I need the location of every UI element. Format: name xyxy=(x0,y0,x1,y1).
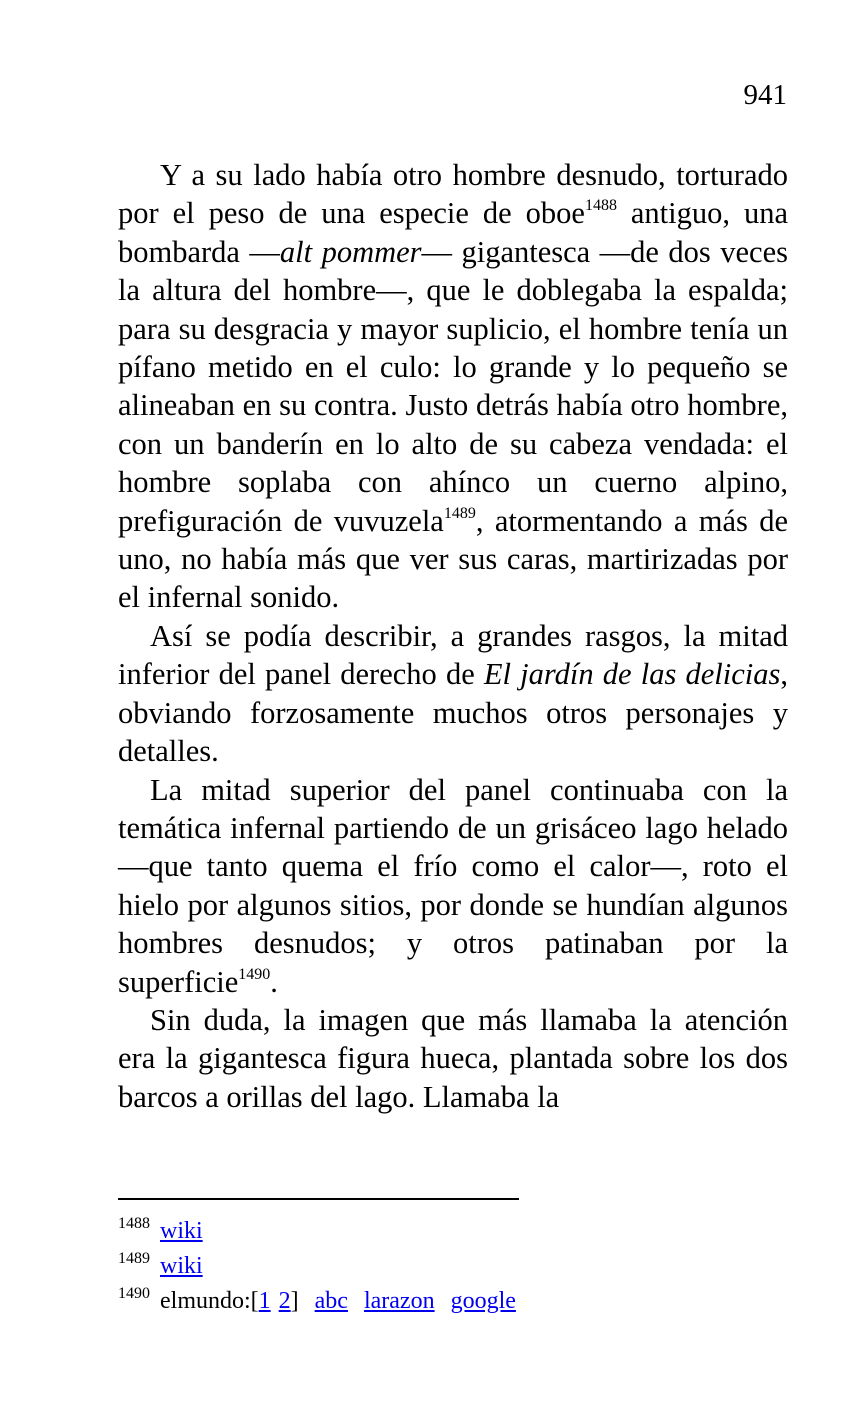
page-number: 941 xyxy=(743,79,787,111)
paragraph-text: Así se podía describir, a grandes rasgos, la mitad inferior del panel derecho de xyxy=(118,618,788,692)
footnote-ref-1488: 1488 xyxy=(584,197,617,215)
paragraph-text: La mitad superior del panel continuaba con la temática infernal partiendo de un grisáceo lago helado —que tanto quema el frío como el calor—, roto el hielo por algunos sitios, por donde se hundían algunos hombres desnudos; y otros patinaban por la superficie xyxy=(118,772,788,999)
footnote-source-label: elmundo:[ xyxy=(160,1288,259,1314)
paragraph-2 xyxy=(118,617,788,771)
footnote-ref-1489: 1489 xyxy=(443,504,476,522)
paragraph-text: — gigantesca —de dos veces la altura del hombre—, que le doblegaba la espalda; para su desgracia y mayor suplicio, el hombre tenía un pífano metido en el culo: lo grande y lo pequeño se alineaban en su contra. Justo detrás había otro hombre, con un banderín en lo alto de su cabeza vendada: el hombre soplaba con ahínco un cuerno alpino, prefiguración de vuvuzela xyxy=(118,234,788,538)
footnote-link-elmundo-2[interactable]: 2 xyxy=(278,1288,291,1314)
paragraph-3 xyxy=(118,771,788,1001)
footnote-link-larazon[interactable]: larazon xyxy=(363,1288,435,1314)
footnote-link-wiki[interactable]: wiki xyxy=(160,1218,203,1244)
footnote-number: 1490 xyxy=(118,1285,150,1302)
italic-term: alt pommer xyxy=(279,234,422,269)
italic-title: El jardín de las delicias xyxy=(483,657,781,692)
footnote-ref-1490: 1490 xyxy=(238,965,271,983)
footnote-link-wiki[interactable]: wiki xyxy=(160,1253,203,1279)
paragraph-4 xyxy=(118,1001,788,1116)
footnote-1490 xyxy=(118,1285,516,1320)
footnotes xyxy=(118,1215,516,1320)
footnote-link-elmundo-1[interactable]: 1 xyxy=(258,1288,271,1314)
footnote-link-abc[interactable]: abc xyxy=(314,1288,348,1314)
footnote-number: 1488 xyxy=(118,1215,150,1232)
paragraph-text: , obviando forzosamente muchos otros personajes y detalles. xyxy=(118,657,788,769)
body-text xyxy=(118,156,788,1116)
paragraph-text: , atormentando a más de uno, no había más que ver sus caras, martirizadas por el infernal sonido. xyxy=(118,503,788,615)
footnote-1489 xyxy=(118,1250,516,1285)
paragraph-text: . xyxy=(270,964,278,999)
paragraph-text: antiguo, una bombarda — xyxy=(118,196,789,269)
footnote-link-google[interactable]: google xyxy=(450,1288,516,1314)
paragraph-1 xyxy=(118,156,788,617)
footnote-divider xyxy=(118,1198,519,1200)
footnote-1488 xyxy=(118,1215,516,1250)
footnote-number: 1489 xyxy=(118,1250,150,1267)
footnote-bracket: ] xyxy=(290,1288,299,1314)
paragraph-text: Sin duda, la imagen que más llamaba la atención era la gigantesca figura hueca, plantada sobre los dos barcos a orillas del lago. Llamaba la xyxy=(118,1002,788,1114)
paragraph-text: Y a su lado había otro hombre desnudo, torturado por el peso de una especie de oboe xyxy=(118,158,788,231)
